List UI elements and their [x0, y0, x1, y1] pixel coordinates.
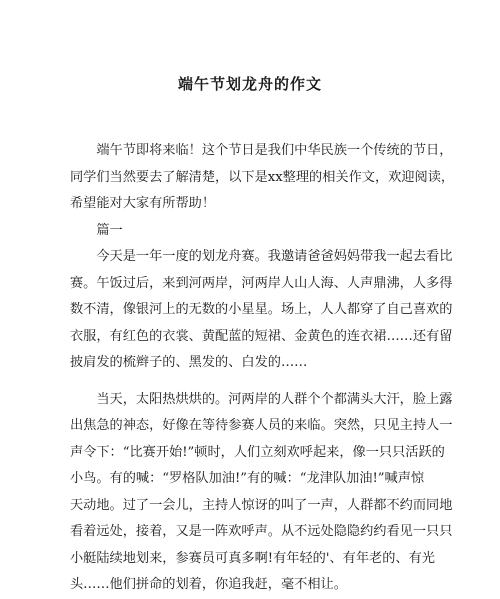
paragraph-2: [70, 387, 453, 599]
text-line: 衣服，有红色的衣裳、黄配蓝的短裙、金黄色的连衣裙……还有留: [70, 328, 453, 344]
paragraph-1: [70, 244, 453, 377]
text-line: 小鸟。有的喊：“罗格队加油!”有的喊：“龙津队加油!”喊声惊: [70, 471, 425, 486]
text-line: 出焦急的神态，好像在等待参赛人员的来临。突然，只见主持人一: [70, 418, 453, 433]
paragraph-gap: [70, 377, 440, 387]
section-heading-text: 篇一: [70, 222, 123, 238]
text-line: 今天是一年一度的划龙舟赛。我邀请爸爸妈妈带我一起去看比: [70, 249, 453, 264]
text-line: 数不清，像银河上的无数的小星星。场上，人人都穿了自己喜欢的: [70, 302, 453, 317]
text-line: 希望能对大家有所帮助！: [70, 196, 216, 211]
text-line: 天动地。过了一会儿，主持人惊讶的叫了一声，人群都不约而同地: [70, 497, 453, 513]
paragraph-intro: [70, 138, 455, 218]
text-line: 头……他们拼命的划着，你追我赶，毫不相让。: [70, 577, 347, 592]
text-line: 当天，太阳热烘烘的。河两岸的人群个个都满头大汗，脸上露: [70, 391, 453, 407]
text-line: 小艇陆续地划来，参赛员可真多啊!有年轻的'、有年老的、有光: [70, 550, 435, 566]
section-heading: [70, 218, 440, 245]
document-body: [70, 138, 455, 599]
text-line: 赛。午饭过后，来到河两岸，河两岸人山人海、人声鼎沸，人多得: [70, 275, 453, 291]
document-title: 端午节划龙舟的作文: [177, 75, 322, 93]
text-line: 端午节即将来临！这个节日是我们中华民族一个传统的节日，: [70, 143, 453, 158]
text-line: 同学们当然要去了解清楚，以下是xx整理的相关作文，欢迎阅读，: [70, 169, 455, 185]
text-line: 看着远处，接着，又是一阵欢呼声。从不远处隐隐约约看见一只只: [70, 524, 453, 539]
text-line: 披肩发的梳辫子的、黑发的、白发的……: [70, 355, 308, 370]
text-line: 声令下：“比赛开始!”顿时，人们立刻欢呼起来，像一只只活跃的: [70, 444, 445, 460]
